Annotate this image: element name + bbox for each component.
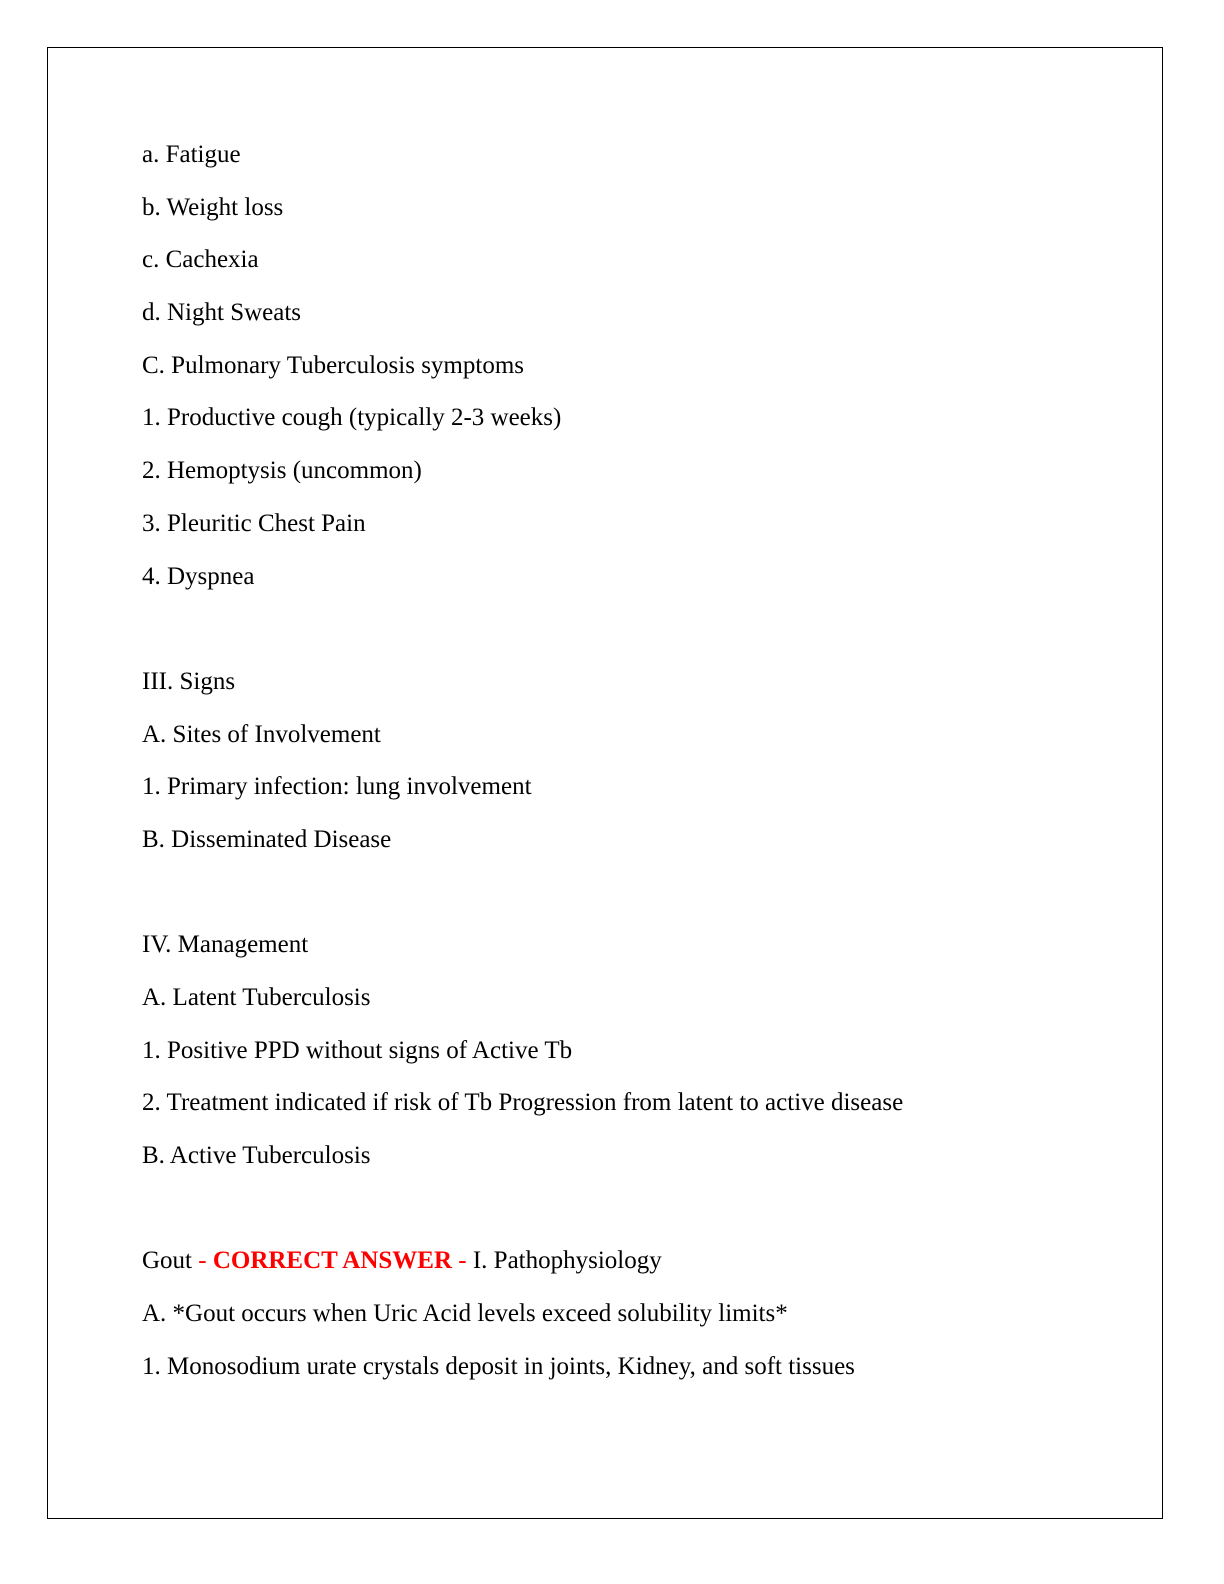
- gout-answer-line: [142, 1246, 1142, 1276]
- subheading-disseminated-disease: B. Disseminated Disease: [142, 825, 392, 853]
- list-item-productive-cough: 1. Productive cough (typically 2-3 weeks): [142, 404, 562, 432]
- subheading-gout-occurs: A. *Gout occurs when Uric Acid levels exceed solubility limits*: [142, 1300, 788, 1328]
- section-heading-signs: III. Signs: [142, 667, 236, 695]
- list-item-cachexia: c. Cachexia: [142, 246, 259, 274]
- list-item-treatment-indicated: 2. Treatment indicated if risk of Tb Progression from latent to active disease: [142, 1089, 904, 1117]
- list-item-pleuritic-chest-pain: 3. Pleuritic Chest Pain: [142, 509, 366, 537]
- spacer: [142, 878, 1142, 931]
- answer-separator: -: [192, 1247, 213, 1275]
- subheading-active-tb: B. Active Tuberculosis: [142, 1142, 371, 1170]
- list-item-positive-ppd: 1. Positive PPD without signs of Active Tb: [142, 1036, 573, 1064]
- subheading-latent-tb: A. Latent Tuberculosis: [142, 984, 371, 1011]
- list-item-night-sweats: d. Night Sweats: [142, 299, 302, 327]
- correct-answer-label: CORRECT ANSWER: [212, 1247, 453, 1275]
- subheading-sites-of-involvement: A. Sites of Involvement: [142, 720, 381, 748]
- list-item-hemoptysis: 2. Hemoptysis (uncommon): [142, 457, 422, 485]
- gout-pathophysiology-heading: I. Pathophysiology: [472, 1247, 662, 1275]
- gout-term: Gout: [142, 1247, 192, 1275]
- document-body: [142, 140, 1142, 1405]
- section-heading-management: IV. Management: [142, 931, 309, 959]
- answer-separator: -: [452, 1247, 473, 1275]
- list-item-primary-infection: 1. Primary infection: lung involvement: [142, 773, 532, 801]
- list-item-monosodium-urate: 1. Monosodium urate crystals deposit in joints, Kidney, and soft tissues: [142, 1352, 855, 1380]
- list-item-fatigue: a. Fatigue: [142, 141, 241, 168]
- list-item-dyspnea: 4. Dyspnea: [142, 562, 255, 590]
- heading-pulmonary-tb-symptoms: C. Pulmonary Tuberculosis symptoms: [142, 351, 524, 379]
- spacer: [142, 1194, 1142, 1247]
- spacer: [142, 614, 1142, 667]
- list-item-weight-loss: b. Weight loss: [142, 193, 284, 221]
